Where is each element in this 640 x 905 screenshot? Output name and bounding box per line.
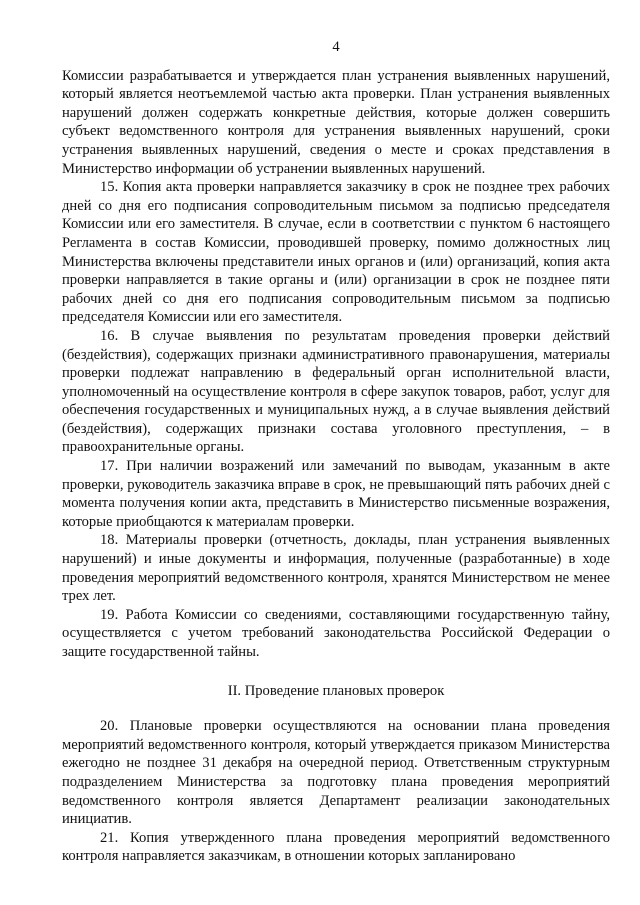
paragraph-20: 20. Плановые проверки осуществляются на основании плана проведения мероприятий ведомственного контроля, который утверждается приказом Министерства ежегодно не позднее 31 декабря на очередной период. Ответственным структурным подразделением Министерства за подготовку плана проведения мероприятий ведомственного контроля является Департамент реализации законодательных инициатив. (62, 718, 610, 828)
paragraph-17: 17. При наличии возражений или замечаний по выводам, указанным в акте проверки, руководитель заказчика вправе в срок, не превышающий пять рабочих дней с момента получения копии акта, представить в Министерство письменные возражения, которые приобщаются к материалам проверки. (62, 458, 610, 530)
page-number: 4 (332, 39, 340, 55)
paragraph-15: 15. Копия акта проверки направляется заказчику в срок не позднее трех рабочих дней со дня его подписания сопроводительным письмом за подписью председателя Комиссии или его заместителя. В случае, если в соответствии с пунктом 6 настоящего Регламента в состав Комиссии, проводившей проверку, помимо должностных лиц Министерства включены представители иных органов и (или) организаций, копия акта проверки направляется в такие органы и (или) организации в срок не позднее пяти рабочих дней со дня его подписания сопроводительным письмом за подписью председателя Комиссии или его заместителя. (62, 179, 610, 326)
paragraph-19: 19. Работа Комиссии со сведениями, составляющими государственную тайну, осуществляется с учетом требований законодательства Российской Федерации о защите государственной тайны. (62, 606, 610, 660)
section-heading: II. Проведение плановых проверок (227, 682, 445, 699)
paragraph-21: 21. Копия утвержденного плана проведения мероприятий ведомственного контроля направляется заказчикам, в отношении которых запланировано (62, 829, 610, 865)
paragraph-continuation: Комиссии разрабатывается и утверждается план устранения выявленных нарушений, который является неотъемлемой частью акта проверки. План устранения выявленных нарушений должен содержать конкретные действия, которые должен совершить субъект ведомственного контроля для устранения выявленных нарушений, сроки устранения выявленных нарушений, сведения о месте и сроках представления в Министерство информации об устранении выявленных нарушений. (62, 67, 610, 177)
paragraph-18: 18. Материалы проверки (отчетность, доклады, план устранения выявленных нарушений) и иные документы и информация, полученные (разработанные) в ходе проведения мероприятий ведомственного контроля, хранятся Министерством не менее трех лет. (62, 532, 610, 605)
paragraph-16: 16. В случае выявления по результатам проведения проверки действий (бездействия), содержащих признаки административного правонарушения, материалы проверки подлежат направлению в федеральный орган исполнительной власти, уполномоченный на осуществление контроля в сфере закупок товаров, работ, услуг для обеспечения государственных и муниципальных нужд, а в случае выявления действий (бездействия), содержащих признаки состава уголовного преступления, – в правоохранительные органы. (62, 327, 610, 456)
